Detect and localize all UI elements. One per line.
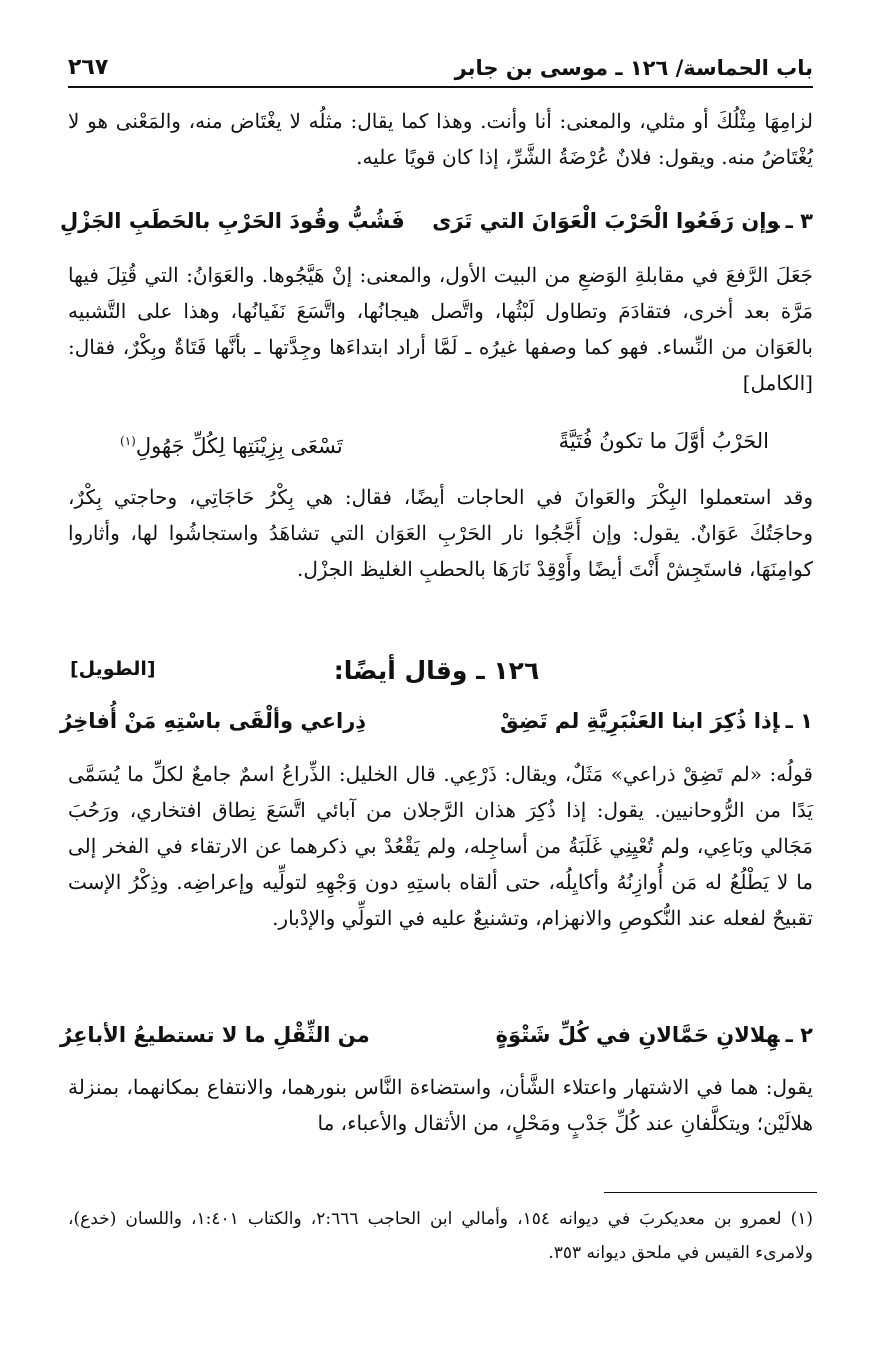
footnote-ref: (١) xyxy=(120,434,136,448)
paragraph-5: يقول: هما في الاشتهار واعتلاء الشَّأن، واستضاءة النَّاس بنورهما، والانتفاع بمكانهما، بمنزلة هلالَيْن؛ ويتكلَّفانِ عند كُلِّ جَدْبٍ ومَحْلٍ، من الأثقال والأعباء، ما xyxy=(68,1075,813,1135)
verse-1 xyxy=(60,703,813,739)
running-head: باب الحماسة/ ١٢٦ ـ موسى بن جابر xyxy=(454,56,813,80)
quoted-hemistich-2 xyxy=(120,423,343,464)
verse-3-hemistich-2: فَشُبُّ وقُودَ الحَرْبِ بالحَطَبِ الجَزْلِ xyxy=(60,209,405,233)
verse-3 xyxy=(60,203,813,239)
footnote-1: (١) لعمرو بن معديكربَ في ديوانه ١٥٤، وأمالي ابن الحاجب ٢:٦٦٦، والكتاب ١:٤٠١، واللسان (خدع)، ولامرىء القيس في ملحق ديوانه ٣٥٣. xyxy=(68,1209,813,1263)
verse-number: ٣ ـ xyxy=(785,209,813,233)
paragraph-4: قولُه: «لم تَضِقْ ذراعي» مَثَلٌ، ويقال: ذَرْعِي. قال الخليل: الذِّراعُ اسمٌ جامعٌ لكلِّ ما يُسَمَّى يَدًا من الرُّوحانيين. يقول: إذا ذُكِرَ هذان الرَّجلان من آبائي اتَّسَعَ نِطاق افتخاري، ورَحُبَ مَجَالي وبَاعِي، ولم تُعْيِنِي غَلَبَةُ من أساجِله، ولم يَقْعُدْ بي ذكرهما عن الارتقاء في الفخر إلى ما لا يَطْلُعُ له مَن أُوازِنُهُ وأكايِلُه، حتى ألقاه باستِهِ دون وَجْهِهِ لتولِّيه وإعراضِه. وذِكْرُ الإست تقبيحٌ لفعله عند النُّكوصِ والانهزام، وتشنيعٌ عليه في التولِّي والإدْبار. xyxy=(68,762,813,930)
verse-text: هِلالانِ حَمَّالانِ في كُلِّ شَتْوَةٍ xyxy=(495,1023,780,1047)
paragraph-3: وقد استعملوا البِكْرَ والعَوانَ في الحاجات أيضًا، فقال: هي بِكْرُ حَاجَاتِي، وحاجتي بِكْرٌ، وحاجَتُكَ عَوَانٌ. يقول: وإن أَجَّجُوا نار الحَرْبِ العَوَان التي تشاهَدُ واستجاشُوا لها، وأثاروا كوامِنَهَا، فاستَجِشْ أَنْتَ أيضًا وأَوْقِدْ نَارَهَا بالحطبِ الغليظ الجزْل. xyxy=(68,485,813,581)
page-number: ٢٦٧ xyxy=(68,55,109,80)
verse-2 xyxy=(60,1017,813,1053)
section-title: ١٢٦ ـ وقال أيضًا: xyxy=(333,656,540,685)
verse-number: ٢ ـ xyxy=(785,1023,813,1047)
meter-label: [الطويل] xyxy=(70,658,156,680)
verse-3-hemistich-1 xyxy=(432,203,813,239)
footnote-divider xyxy=(604,1192,817,1193)
section-heading xyxy=(60,652,813,692)
quoted-hemistich-1 xyxy=(559,423,769,464)
verse-text: إذا ذُكِرَ ابنا العَنْبَرِيَّةِ لم تَضِقْ xyxy=(500,709,780,733)
page-header xyxy=(68,40,813,88)
verse-text: وإن رَفَعُوا الْحَرْبَ الْعَوَانَ التي تَرَى xyxy=(432,209,780,233)
quoted-text-2: تَسْعَى بِزِيْنَتِها لِكُلِّ جَهُولِ xyxy=(135,434,343,458)
verse-number: ١ ـ xyxy=(785,709,813,733)
paragraph-1: لزامِهَا مِثْلُكَ أو مثلي، والمعنى: أنا وأنت. وهذا كما يقال: مثلُه لا يغْتَاض منه، والمَعْنى هو لا يُغْتَاضُ منه. ويقول: فلانٌ عُرْضَةُ الشَّرِّ، إذا كان قويًا عليه. xyxy=(68,109,813,169)
quoted-text-1: الحَرْبُ أوَّلَ ما تكونُ فُتَيَّةً xyxy=(558,429,769,453)
verse-2-hemistich-1 xyxy=(496,1017,813,1053)
verse-1-hemistich-2: ذِراعي وألْقَى باسْتِهِ مَنْ أُفاخِرُ xyxy=(60,709,367,733)
quoted-verse xyxy=(120,423,769,464)
verse-1-hemistich-1 xyxy=(500,703,813,739)
verse-2-hemistich-2: من الثِّقْلِ ما لا تستطيعُ الأباعِرُ xyxy=(60,1023,370,1047)
paragraph-2: جَعَلَ الرَّفعَ في مقابلةِ الوَضعِ من البيت الأول، والمعنى: إنْ هَيَّجُوها. والعَوَانُ: التي قُتِلَ فيها مَرَّة بعد أخرى، فتقادَمَ وتطاول لَبْثُها، واتَّصل هيجانُها، واتَّسَعَ نَفَيانُها، وهذا على التَّشبيه بالعَوَان من النِّساء. فهو كما وصفها غيرُه ـ لَمَّا أراد ابتداءَها وجِدَّتها ـ بأنَّها فَتَاةٌ وبِكْرٌ، فقال: [الكامل] xyxy=(68,263,813,395)
